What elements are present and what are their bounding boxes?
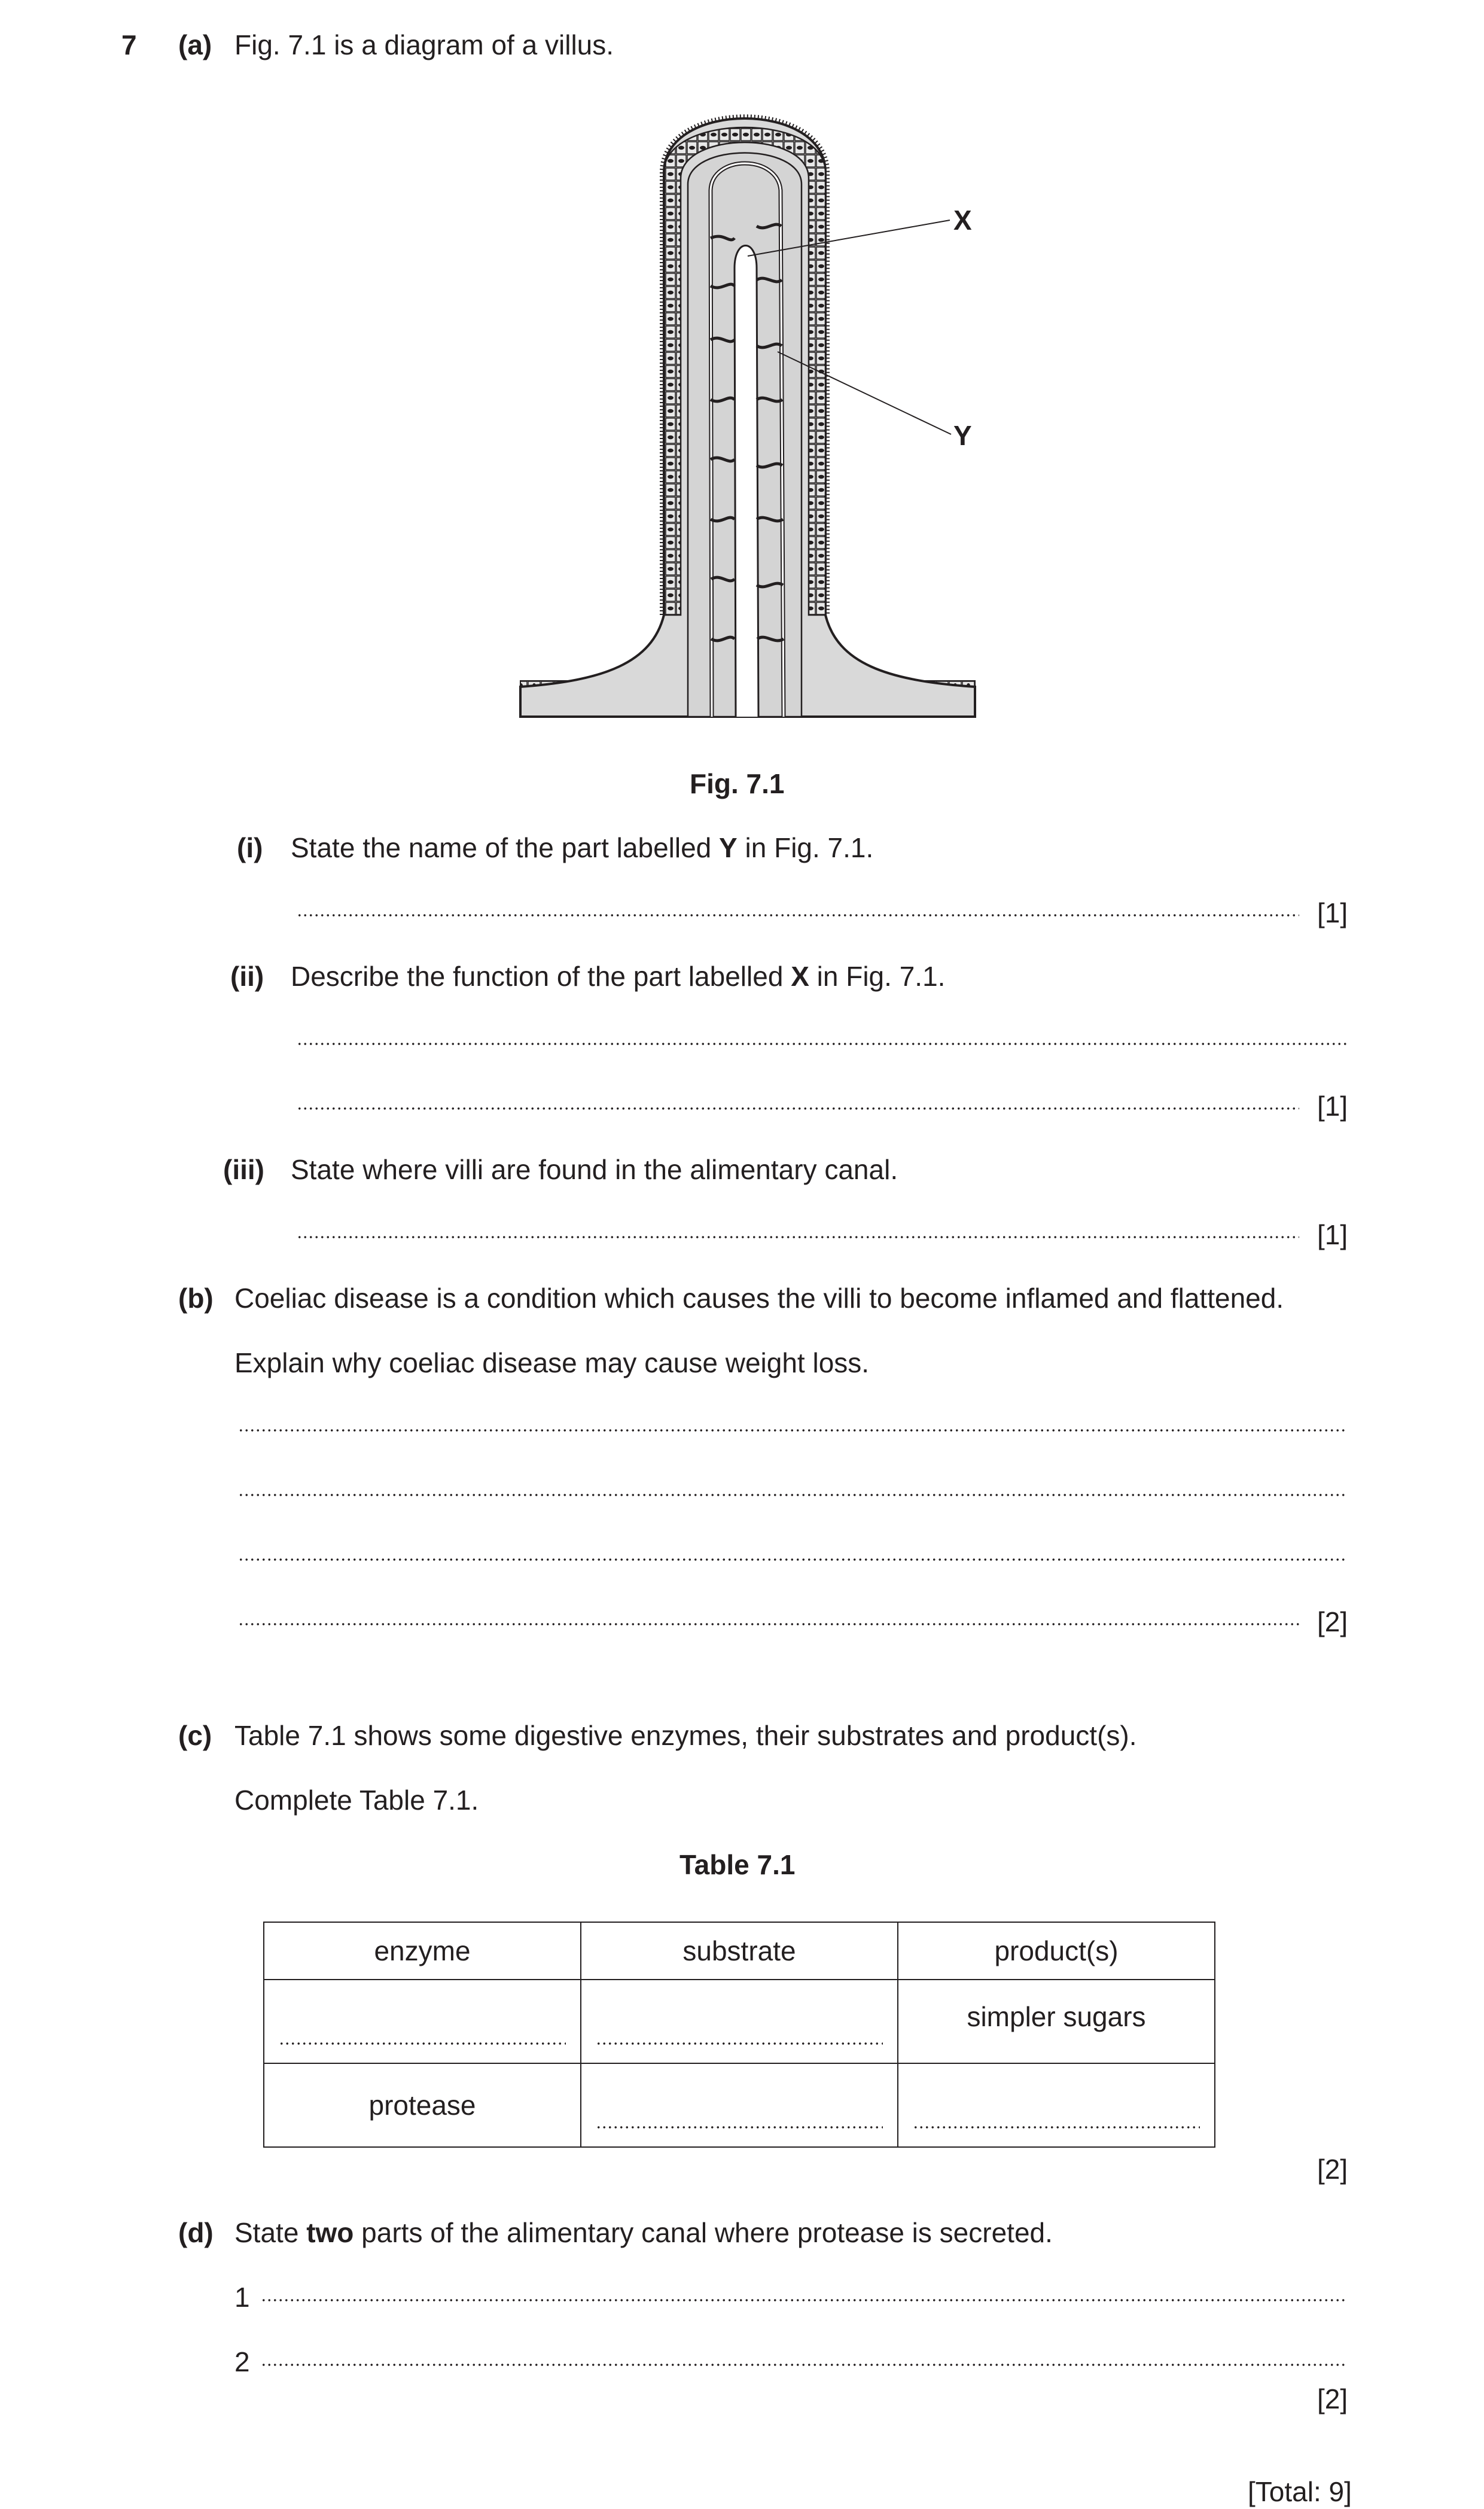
part-b-prompt: Explain why coeliac disease may cause weight loss. [234, 1347, 870, 1378]
answer-line[interactable] [238, 1429, 1347, 1432]
part-a-ii-text [291, 963, 945, 990]
enzyme-table [263, 1922, 1215, 2148]
part-a-i-text-before: State the name of the part labelled [291, 832, 720, 863]
header-enzyme: enzyme [264, 1922, 581, 1980]
table-title: Table 7.1 [679, 1849, 796, 1880]
table-row [264, 2063, 1215, 2147]
part-a-iii-text: State where villi are found in the alimentary canal. [291, 1154, 898, 1185]
table-cell-answer[interactable] [581, 1980, 898, 2063]
part-a-iii-label: (iii) [223, 1154, 264, 1185]
table-cell [264, 2063, 581, 2147]
part-d-bold: two [306, 2217, 354, 2248]
header-substrate: substrate [581, 1922, 898, 1980]
answer-line[interactable] [297, 1107, 1299, 1110]
answer-line[interactable] [261, 2364, 1347, 2366]
part-a-ii-label: (ii) [230, 961, 264, 992]
part-a-i-label: (i) [237, 832, 263, 863]
question-number: 7 [121, 29, 137, 60]
table-cell [898, 1980, 1215, 2063]
answer-line[interactable] [297, 1236, 1299, 1238]
part-b-label: (b) [178, 1283, 214, 1314]
part-a-label: (a) [178, 29, 212, 60]
mark-c: [2] [1317, 2154, 1348, 2185]
mark-b: [2] [1317, 1606, 1348, 1637]
part-a-i-text [291, 834, 873, 861]
answer-line[interactable] [297, 914, 1299, 916]
cell-answer-line[interactable] [279, 2042, 566, 2045]
part-d-label: (d) [178, 2217, 214, 2248]
part-a-ii-bold: X [791, 961, 809, 992]
part-d-text-before: State [234, 2217, 307, 2248]
part-c-prompt: Complete Table 7.1. [234, 1785, 479, 1816]
part-c-label: (c) [178, 1720, 212, 1751]
answer-number-1: 1 [234, 2282, 250, 2313]
answer-line[interactable] [238, 1558, 1347, 1561]
part-b-text: Coeliac disease is a condition which causes the villi to become inflamed and flattened. [234, 1283, 1284, 1314]
answer-line[interactable] [238, 1623, 1299, 1625]
part-d-text [234, 2219, 1053, 2246]
label-y: Y [953, 420, 972, 451]
figure-caption: Fig. 7.1 [690, 768, 785, 799]
part-a-i-bold: Y [719, 832, 738, 863]
villus-diagram [514, 89, 993, 729]
table-row [264, 1980, 1215, 2063]
part-c-text: Table 7.1 shows some digestive enzymes, their substrates and product(s). [234, 1720, 1137, 1751]
total-mark: [Total: 9] [1248, 2476, 1352, 2507]
header-products: product(s) [898, 1922, 1215, 1980]
cell-answer-line[interactable] [596, 2126, 883, 2129]
label-x: X [953, 205, 972, 236]
cell-answer-line[interactable] [913, 2126, 1200, 2129]
mark-a-i: [1] [1317, 897, 1348, 928]
cell-answer-line[interactable] [596, 2042, 883, 2045]
mark-a-ii: [1] [1317, 1091, 1348, 1122]
part-a-ii-text-before: Describe the function of the part labelled [291, 961, 791, 992]
part-a-ii-text-after: in Fig. 7.1. [809, 961, 946, 992]
cell-protease: protease [368, 2090, 476, 2121]
part-a-text: Fig. 7.1 is a diagram of a villus. [234, 29, 614, 60]
answer-line[interactable] [238, 1494, 1347, 1496]
cell-simpler-sugars: simpler sugars [967, 2001, 1146, 2032]
answer-line[interactable] [261, 2299, 1347, 2301]
table-header-row [264, 1922, 1215, 1980]
answer-line[interactable] [297, 1043, 1347, 1045]
table-cell-answer[interactable] [581, 2063, 898, 2147]
mark-a-iii: [1] [1317, 1219, 1348, 1250]
table-cell-answer[interactable] [898, 2063, 1215, 2147]
part-d-text-after: parts of the alimentary canal where protease is secreted. [354, 2217, 1053, 2248]
mark-d: [2] [1317, 2383, 1348, 2414]
answer-number-2: 2 [234, 2346, 250, 2377]
table-cell-answer[interactable] [264, 1980, 581, 2063]
part-a-i-text-after: in Fig. 7.1. [737, 832, 874, 863]
